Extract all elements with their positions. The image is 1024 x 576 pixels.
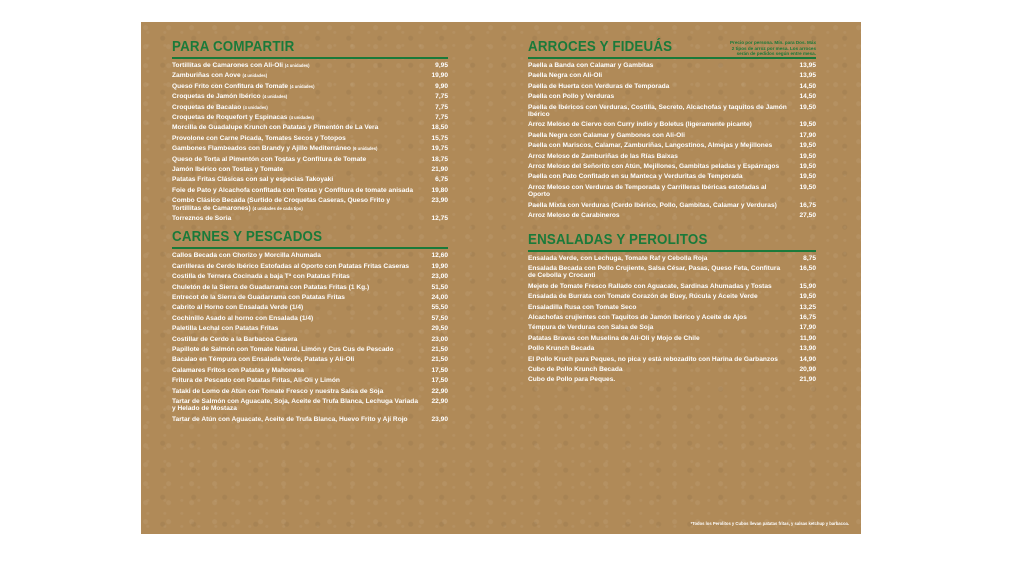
- menu-item-name: [172, 398, 426, 413]
- menu-item-name: [172, 315, 426, 323]
- menu-item: [172, 416, 448, 424]
- menu-item-price: 21,90: [431, 165, 448, 173]
- menu-item-name-text: Arroz Meloso de Ciervo con Curry indio y Boletus (ligeramente picante): [528, 121, 752, 129]
- menu-item-name-text: Foie de Pato y Alcachofa confitada con Tostas y Confitura de tomate anisada: [172, 186, 414, 194]
- menu-item-price: 14,90: [799, 355, 816, 363]
- menu-item: [172, 114, 448, 122]
- menu-item-name: [172, 325, 426, 333]
- menu-item-name-text: Morcilla de Guadalupe Krunch con Patatas y Pimentón de La Vera: [172, 124, 379, 132]
- menu-item-name: [528, 62, 794, 70]
- menu-item: [528, 366, 816, 374]
- menu-item-name-text: Ensalada de Burrata con Tomate Corazón de Buey, Rúcula y Aceite Verde: [528, 293, 758, 301]
- menu-item: [172, 336, 448, 344]
- menu-item-name-text: Arroz Meloso del Señorito con Atún, Mejillones, Gambitas peladas y Espárragos: [528, 163, 780, 171]
- menu-item: [172, 284, 448, 292]
- menu-item-price: 19,50: [799, 163, 816, 171]
- menu-item-price: 17,50: [431, 377, 448, 385]
- menu-item-price: 19,80: [431, 186, 448, 194]
- menu-item-name-text: Cochinillo Asado al horno con Ensalada (1/4): [172, 314, 314, 322]
- menu-item-name-text: Costilla de Ternera Cocinada a baja Tª con Patatas Fritas: [172, 273, 350, 281]
- menu-item: [528, 184, 816, 199]
- menu-item-price: 18,75: [431, 155, 448, 163]
- section-header: [528, 38, 816, 56]
- section-title: PARA COMPARTIR: [172, 39, 295, 55]
- menu-item: [172, 215, 448, 223]
- menu-item-price: 16,50: [799, 264, 816, 272]
- menu-item-name-text: Combo Clásico Becada (Surtido de Croquetas Caseras, Queso Frito y Tortillitas de Camarones): [172, 197, 391, 212]
- menu-item-name-text: Arroz Meloso con Verduras de Temporada y Carrilleras Ibéricas estofadas al Oporto: [528, 183, 767, 199]
- menu-item-name-text: Alcachofas crujientes con Taquitos de Jamón Ibérico y Aceite de Ajos: [528, 314, 747, 322]
- menu-item: [172, 124, 448, 132]
- menu-item-note: (4 unidades): [289, 83, 315, 89]
- menu-item-name-text: Cubo de Pollo Krunch Becada: [528, 365, 623, 373]
- menu-item-name-text: Paella de Huerta con Verduras de Temporada: [528, 82, 670, 90]
- menu-item-price: 12,75: [431, 214, 448, 222]
- menu-item-name: [172, 336, 426, 344]
- menu-item-name: [172, 166, 426, 174]
- menu-item: [172, 145, 448, 153]
- menu-item-name-text: Jamón Ibérico con Tostas y Tomate: [172, 165, 284, 173]
- menu-item-name: [172, 263, 426, 271]
- menu-item-name-text: Fritura de Pescado con Patatas Fritas, Ali-Oli y Limón: [172, 377, 340, 385]
- menu-item-price: 23,90: [431, 197, 448, 205]
- menu-item: [172, 325, 448, 333]
- menu-item-name-text: Torreznos de Soria: [172, 214, 232, 222]
- menu-item-name: [172, 252, 426, 260]
- menu-item-price: 13,95: [799, 62, 816, 69]
- menu-item-price: 16,75: [799, 201, 816, 209]
- menu-item-name-text: Paella de Ibéricos con Verduras, Costilla, Secreto, Alcachofas y taquitos de Jamón Ibérico: [528, 103, 787, 119]
- menu-item: [172, 294, 448, 302]
- menu-item-name: [528, 212, 794, 220]
- menu-item-name: [528, 153, 794, 161]
- menu-item-name-text: Ensalada Becada con Pollo Crujiente, Salsa César, Pasas, Queso Feta, Confitura de Cebolla y Crocanti: [528, 264, 781, 280]
- menu-item: [528, 173, 816, 181]
- menu-item: [528, 93, 816, 101]
- menu-item: [172, 398, 448, 413]
- menu-item: [172, 187, 448, 195]
- menu-item-name-text: Paella con Pollo y Verduras: [528, 93, 615, 101]
- menu-item-price: 7,75: [435, 93, 448, 101]
- section-ensaladas-y-perolitos: [528, 231, 816, 384]
- menu-item: [528, 265, 816, 280]
- menu-item-name: [528, 93, 794, 101]
- section-divider: [172, 247, 448, 249]
- menu-item-price: 15,75: [431, 134, 448, 142]
- menu-item: [528, 202, 816, 210]
- left-column: [172, 38, 448, 426]
- menu-item-note: (4 unidades de cada tipo): [252, 205, 303, 211]
- menu-item: [528, 132, 816, 140]
- menu-item-price: 20,90: [799, 365, 816, 373]
- menu-item-name-text: Provolone con Carne Picada, Tomates Secos y Totopos: [172, 134, 346, 142]
- section-header: [528, 231, 816, 249]
- menu-item-note: (4 unidades): [284, 63, 310, 68]
- menu-item-price: 8,75: [803, 254, 816, 262]
- menu-item-price: 21,50: [431, 345, 448, 353]
- menu-item-price: 11,90: [799, 334, 816, 342]
- section-divider: [528, 250, 816, 252]
- menu-item: [528, 153, 816, 161]
- menu-item-price: 17,50: [431, 366, 448, 374]
- menu-item-name: [172, 273, 426, 281]
- menu-item: [172, 93, 448, 101]
- menu-item-name: [528, 202, 794, 210]
- menu-item-name-text: Patatas Fritas Clásicas con sal y especias Takoyaki: [172, 176, 334, 184]
- menu-item-price: 21,90: [799, 376, 816, 384]
- menu-item-name-text: Queso de Torta al Pimentón con Tostas y Confitura de Tomate: [172, 155, 367, 163]
- menu-item-name-text: El Pollo Kruch para Peques, no pica y está rebozadito con Harina de Garbanzos: [528, 355, 778, 363]
- menu-item: [528, 142, 816, 150]
- menu-item-name-text: Paella Mixta con Verduras (Cerdo Ibérico, Pollo, Gambitas, Calamar y Verduras): [528, 201, 777, 209]
- section-arroces-y-fideuas: [528, 38, 816, 220]
- menu-item-name: [172, 215, 426, 223]
- menu-item-name-text: Pollo Krunch Becada: [528, 345, 595, 353]
- menu-item-name: [172, 135, 426, 143]
- menu-item-name-text: Queso Frito con Confitura de Tomate: [172, 82, 289, 90]
- menu-item-price: 27,50: [799, 212, 816, 220]
- menu-item: [172, 388, 448, 396]
- menu-item: [528, 293, 816, 301]
- menu-item-price: 7,75: [435, 113, 448, 121]
- menu-item: [528, 335, 816, 343]
- menu-item-price: 19,50: [799, 152, 816, 160]
- menu-item-price: 12,60: [431, 252, 448, 260]
- menu-item-name: [528, 184, 794, 199]
- menu-item-price: 19,75: [431, 145, 448, 153]
- menu-item-name: [528, 255, 794, 263]
- menu-item-price: 9,95: [435, 62, 448, 69]
- menu-item-note: (4 unidades): [289, 114, 314, 120]
- menu-item-name-text: Croquetas de Roquefort y Espinacas: [172, 113, 288, 121]
- menu-item-name-text: Paella a Banda con Calamar y Gambitas: [528, 62, 654, 69]
- menu-item-name-text: Croquetas de Bacalao: [172, 103, 242, 111]
- menu-item-name-text: Tataki de Lomo de Atún con Tomate Fresco y nuestra Salsa de Soja: [172, 387, 384, 395]
- menu-item-name-text: Croquetas de Jamón Ibérico: [172, 93, 261, 101]
- menu-item: [172, 315, 448, 323]
- menu-item-name-text: Papillote de Salmón con Tomate Natural, Limón y Cus Cus de Pescado: [172, 345, 394, 353]
- menu-item: [528, 163, 816, 171]
- menu-item: [528, 62, 816, 70]
- footnote: *Todos los Perolitos y Cubos llevan patatas fritas, y salsas ketchup y barbacoa.: [690, 521, 849, 526]
- menu-board: [141, 22, 861, 534]
- menu-item-note: (4 unidades): [262, 94, 288, 100]
- menu-item-price: 13,25: [799, 303, 816, 311]
- menu-item: [528, 212, 816, 220]
- menu-item: [172, 104, 448, 112]
- menu-item-price: 6,75: [435, 176, 448, 184]
- section-divider: [528, 57, 816, 59]
- menu-item-price: 19,90: [431, 72, 448, 80]
- menu-item-name-text: Paella Negra con Ali-Oli: [528, 72, 603, 80]
- menu-item: [172, 166, 448, 174]
- menu-item-name: [172, 367, 426, 375]
- section-title: CARNES Y PESCADOS: [172, 229, 323, 246]
- menu-item-name-text: Gambones Flambeados con Brandy y Ajillo Mediterráneo: [172, 145, 351, 153]
- menu-item-price: 17,90: [799, 131, 816, 139]
- menu-item-name: [528, 324, 794, 332]
- menu-item: [172, 263, 448, 271]
- menu-item-name: [528, 304, 794, 312]
- menu-item: [528, 356, 816, 364]
- menu-item-name: [528, 345, 794, 353]
- menu-item-name: [528, 314, 794, 322]
- menu-item-name-text: Cabrito al Horno con Ensalada Verde (1/4): [172, 304, 304, 312]
- menu-item-name: [172, 72, 426, 80]
- menu-item: [528, 83, 816, 91]
- section-header: [172, 38, 448, 56]
- menu-item-name: [528, 335, 794, 343]
- menu-item-name-text: Arroz Meloso de Zamburiñas de las Rías Baixas: [528, 152, 678, 160]
- menu-item: [528, 314, 816, 322]
- menu-item-name: [172, 176, 426, 184]
- menu-item-name-text: Zamburiñas con Aove: [172, 72, 241, 80]
- menu-item-price: 19,90: [431, 262, 448, 270]
- menu-item-price: 19,50: [799, 103, 816, 111]
- menu-item-name-text: Cubo de Pollo para Peques.: [528, 376, 616, 384]
- menu-item-name: [172, 388, 426, 396]
- menu-item-name-text: Tartar de Atún con Aguacate, Aceite de Trufa Blanca, Huevo Frito y Ají Rojo: [172, 415, 408, 423]
- menu-item-price: 17,90: [799, 324, 816, 332]
- menu-item: [172, 346, 448, 354]
- menu-item: [172, 356, 448, 364]
- menu-item-price: 19,50: [799, 142, 816, 150]
- menu-item: [172, 304, 448, 312]
- menu-item-name-text: Ensaladilla Rusa con Tomate Seco: [528, 303, 637, 311]
- section-divider: [172, 57, 448, 59]
- menu-item-name: [172, 304, 426, 312]
- menu-item-name-text: Chuletón de la Sierra de Guadarrama con Patatas Fritas (1 Kg.): [172, 283, 370, 291]
- menu-item-name-text: Carrilleras de Cerdo Ibérico Estofadas al Oporto con Patatas Fritas Caseras: [172, 262, 410, 270]
- menu-item-price: 23,00: [431, 335, 448, 343]
- menu-item-price: 22,90: [431, 397, 448, 405]
- menu-item-name: [528, 163, 794, 171]
- menu-item-price: 13,90: [799, 345, 816, 353]
- section-title: ARROCES Y FIDEUÁS: [528, 39, 673, 55]
- menu-item-price: 18,50: [431, 124, 448, 132]
- menu-item-name: [528, 83, 794, 91]
- menu-item-price: 23,00: [431, 273, 448, 281]
- menu-item-note: (6 unidades): [352, 146, 378, 152]
- menu-item-price: 19,50: [799, 121, 816, 129]
- menu-item-name-text: Tortillitas de Camarones con Ali-Oli: [172, 62, 284, 69]
- menu-item: [528, 104, 816, 119]
- right-column: [528, 38, 816, 387]
- menu-item-name: [528, 366, 794, 374]
- menu-item-name-text: Tartar de Salmón con Aguacate, Soja, Aceite de Trufa Blanca, Lechuga Variada y Helado de Mostaza: [172, 397, 418, 413]
- menu-item-price: 9,90: [435, 82, 448, 90]
- menu-item-price: 23,90: [431, 415, 448, 423]
- menu-item-name-text: Paletilla Lechal con Patatas Fritas: [172, 325, 279, 333]
- menu-item: [172, 62, 448, 70]
- menu-item: [172, 83, 448, 91]
- menu-item-price: 16,75: [799, 314, 816, 322]
- menu-item-name: [172, 62, 426, 70]
- menu-item-price: 51,50: [431, 283, 448, 291]
- menu-item-name: [528, 72, 794, 80]
- menu-item-price: 14,50: [799, 82, 816, 90]
- menu-item: [528, 255, 816, 263]
- menu-item-name-text: Arroz Meloso de Carabineros: [528, 212, 620, 220]
- menu-item-name-text: Paella con Mariscos, Calamar, Zamburiñas, Langostinos, Almejas y Mejillones: [528, 142, 773, 150]
- menu-item-name: [172, 156, 426, 164]
- menu-item: [528, 72, 816, 80]
- menu-item-price: 19,50: [799, 293, 816, 301]
- menu-item-name: [172, 83, 426, 91]
- menu-item-name: [528, 293, 794, 301]
- menu-item-name: [528, 121, 794, 129]
- menu-item-name-text: Entrecot de la Sierra de Guadarrama con Patatas Fritas: [172, 294, 345, 302]
- menu-item-name: [172, 93, 426, 101]
- menu-item-name: [172, 416, 426, 424]
- menu-item: [528, 345, 816, 353]
- menu-item: [172, 377, 448, 385]
- menu-item-name-text: Calamares Fritos con Patatas y Mahonesa: [172, 366, 304, 374]
- menu-item-name-text: Patatas Bravas con Muselina de Ali-Oli y Mojo de Chile: [528, 334, 700, 342]
- section-header: [172, 228, 448, 246]
- menu-item-name: [172, 284, 426, 292]
- menu-item: [172, 197, 448, 212]
- menu-item-price: 57,50: [431, 314, 448, 322]
- menu-item-note: (4 unidades): [243, 104, 268, 110]
- menu-item-price: 15,90: [799, 282, 816, 290]
- menu-item-price: 55,50: [431, 304, 448, 312]
- menu-item: [528, 121, 816, 129]
- menu-item-price: 13,95: [799, 72, 816, 80]
- menu-item-price: 24,00: [431, 294, 448, 302]
- menu-item-name: [528, 376, 794, 384]
- menu-item: [528, 304, 816, 312]
- menu-item-name: [172, 197, 426, 212]
- menu-item: [172, 72, 448, 80]
- menu-item-price: 19,50: [799, 173, 816, 181]
- menu-item-name: [172, 104, 426, 112]
- menu-item-price: 22,90: [431, 387, 448, 395]
- menu-item: [172, 176, 448, 184]
- section-title: ENSALADAS Y PEROLITOS: [528, 231, 708, 248]
- menu-item-price: 19,50: [799, 183, 816, 191]
- menu-item: [528, 324, 816, 332]
- menu-item-name: [172, 356, 426, 364]
- section-carnes-y-pescados: [172, 228, 448, 423]
- menu-item: [172, 156, 448, 164]
- menu-item-name-text: Callos Becada con Chorizo y Morcilla Ahumada: [172, 252, 321, 260]
- menu-item-price: 7,75: [435, 103, 448, 111]
- menu-item-name-text: Bacalao en Témpura con Ensalada Verde, Patatas y Ali-Oli: [172, 356, 355, 364]
- menu-item-name-text: Paella con Pato Confitado en su Manteca y Verduritas de Temporada: [528, 173, 743, 181]
- menu-item: [172, 135, 448, 143]
- menu-item: [528, 283, 816, 291]
- menu-item-note: (4 unidades): [242, 73, 268, 79]
- menu-item-name: [172, 377, 426, 385]
- menu-item-name: [528, 283, 794, 291]
- menu-item: [172, 252, 448, 260]
- menu-item-name: [172, 346, 426, 354]
- menu-item-price: 14,50: [799, 93, 816, 101]
- menu-item: [528, 376, 816, 384]
- menu-item-name: [528, 265, 794, 280]
- menu-item-name: [528, 356, 794, 364]
- menu-item-name-text: Costillar de Cerdo a la Barbacoa Casera: [172, 335, 298, 343]
- menu-item-name-text: Témpura de Verduras con Salsa de Soja: [528, 324, 654, 332]
- menu-item-price: 21,50: [431, 356, 448, 364]
- menu-item-name: [528, 132, 794, 140]
- menu-item-name-text: Paella Negra con Calamar y Gambones con Ali-Oli: [528, 131, 685, 139]
- section-note: Precio por persona. Mín. para Dos. Máx 2 tipos de arroz por mesa. Los arroces serán de pedidos según entre mesa.: [729, 40, 816, 56]
- menu-item-name: [172, 145, 426, 153]
- section-para-compartir: [172, 38, 448, 222]
- menu-item-name: [172, 294, 426, 302]
- menu-item-name-text: Ensalada Verde, con Lechuga, Tomate Raf y Cebolla Roja: [528, 254, 708, 262]
- menu-item-name: [528, 104, 794, 119]
- menu-item-name: [528, 142, 794, 150]
- menu-item-name-text: Mejete de Tomate Fresco Rallado con Aguacate, Sardinas Ahumadas y Tostas: [528, 282, 772, 290]
- menu-item-price: 29,50: [431, 325, 448, 333]
- menu-item: [172, 367, 448, 375]
- menu-item-name: [172, 124, 426, 132]
- menu-item-name: [528, 173, 794, 181]
- menu-item-name: [172, 114, 426, 122]
- menu-item-name: [172, 187, 426, 195]
- menu-item: [172, 273, 448, 281]
